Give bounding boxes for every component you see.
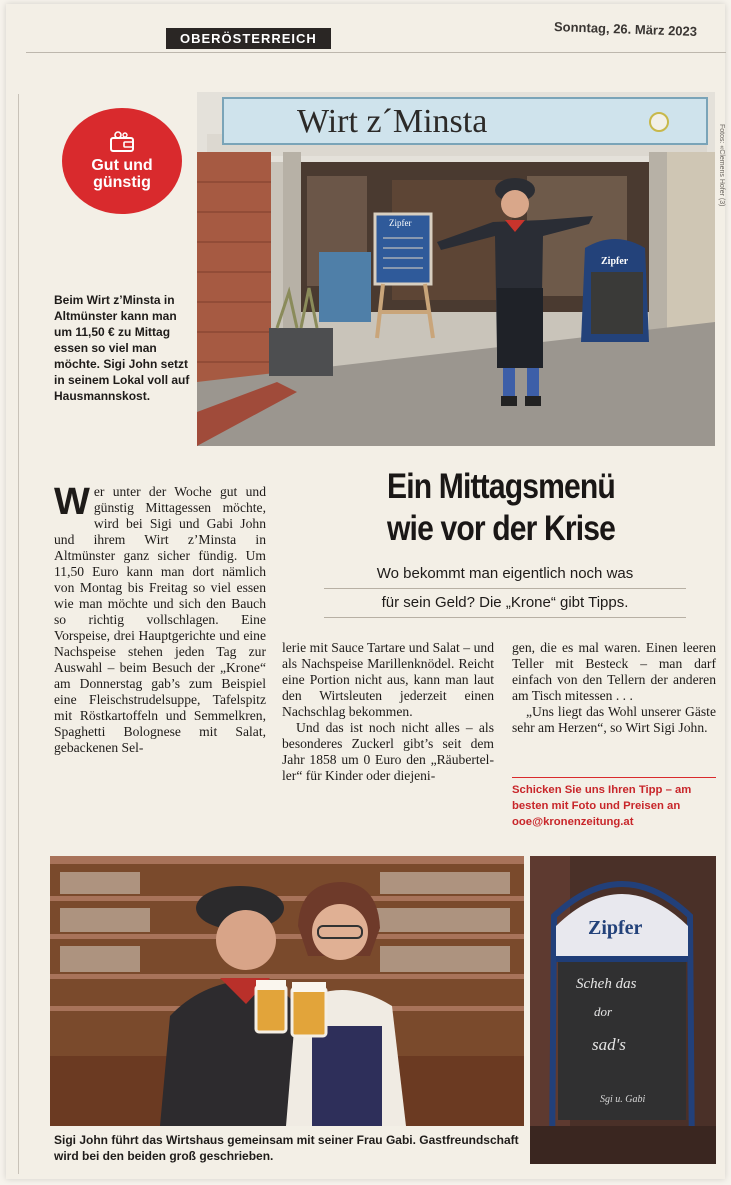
column-3-paragraph-1: gen, die es mal waren. Einen leeren Teller mit Besteck – man darf einfach von den Tellern der anderen am Tisch mitessen . . . xyxy=(512,640,716,703)
article-paragraph-1 xyxy=(54,481,266,756)
article-subheadline xyxy=(324,560,686,618)
article-column-2 xyxy=(282,640,494,784)
couple-toasting-photo xyxy=(50,856,524,1126)
easel-brand: Zipfer xyxy=(389,218,412,228)
wallet-icon xyxy=(109,131,135,153)
restaurant-entrance-photo xyxy=(197,92,715,446)
subhead-line-1: Wo bekommt man eigentlich noch was xyxy=(324,560,686,589)
column-2-paragraph-1: lerie mit Sauce Tartare und Salat – und als Nachspeise Marillenknödel. Reicht eine Portion nicht aus, kann man laut den Wirtsleuten jederzeit einen Nachschlag bekommen. xyxy=(282,640,494,719)
article-headline xyxy=(351,466,652,550)
article-column-3 xyxy=(512,640,716,736)
zipfer-board-brand: Zipfer xyxy=(588,917,643,939)
tip-rule xyxy=(512,777,716,778)
chalk-line-1: Scheh das xyxy=(576,976,637,992)
chalk-signature: Sgi u. Gabi xyxy=(600,1094,646,1105)
issue-date: Sonntag, 26. März 2023 xyxy=(553,19,698,40)
article-column-1 xyxy=(54,481,266,756)
badge-line-1: Gut und xyxy=(91,157,153,174)
top-photo-caption: Beim Wirt z’Minsta in Altmünster kann man um 11,50 € zu Mittag essen so viel man möchte. Sigi John setzt in seinem Lokal voll auf Hausmannskost. xyxy=(54,293,190,403)
headline-line-2: wie vor der Krise xyxy=(387,509,615,548)
newspaper-page xyxy=(6,4,725,1179)
sidewalk-board-brand: Zipfer xyxy=(601,256,629,267)
badge-line-2: günstig xyxy=(93,174,151,191)
restaurant-sign-text: Wirt z´Minsta xyxy=(297,103,488,140)
chalkboard-photo xyxy=(530,856,716,1164)
page-fold-rule xyxy=(18,94,19,1174)
drop-cap: W xyxy=(54,481,90,523)
gut-und-guenstig-badge xyxy=(62,108,182,214)
header-rule xyxy=(26,52,726,53)
bottom-photo-caption: Sigi John führt das Wirtshaus gemeinsam mit seiner Frau Gabi. Gastfreundschaft wird bei den beiden groß geschrieben. xyxy=(54,1133,519,1163)
chalk-line-2: dor xyxy=(594,1004,613,1019)
chalk-line-3: sad's xyxy=(592,1035,626,1054)
column-3-paragraph-2: „Uns liegt das Wohl unserer Gäste sehr am Herzen“, so Wirt Sigi John. xyxy=(512,704,716,735)
column-1-text: er unter der Woche gut und günstig Mittagessen möchte, wird bei Sigi und Gabi John und ihrem Wirt z’Minsta in Altmünster ganz sicher fündig. Um 11,50 Euro kann man dort nämlich von Montag bis Freitag so viel essen wie man möchte und sich den Bauch so richtig vollschlagen. Eine Vorspeise, drei Hauptgerichte und eine Nachspeise stehen jeden Tag zur Auswahl – beim Besuch der „Krone“ am Donnerstag gab’s zum Beispiel eine Fleischstrudelsuppe, Tafelspitz mit Röstkartoffeln und Semmelkren, Spaghetti Bolognese mit Salat, gebackenen Sel- xyxy=(54,484,266,755)
section-tag: OBERÖSTERREICH xyxy=(166,28,331,49)
photo-credit: Fotos: «Clemens Hofer (3) xyxy=(718,124,725,207)
subhead-line-2: für sein Geld? Die „Krone“ gibt Tipps. xyxy=(324,589,686,618)
column-2-paragraph-2: Und das ist noch nicht alles – als besonderes Zuckerl gibt’s seit dem Jahr 1858 um 0 Euro den „Räubertel-ler“ für Kinder oder diejeni- xyxy=(282,720,494,783)
headline-line-1: Ein Mittagsmenü xyxy=(387,467,615,506)
reader-tip-box: Schicken Sie uns Ihren Tipp – am besten mit Foto und Preisen an ooe@kronenzeitung.at xyxy=(512,784,692,828)
